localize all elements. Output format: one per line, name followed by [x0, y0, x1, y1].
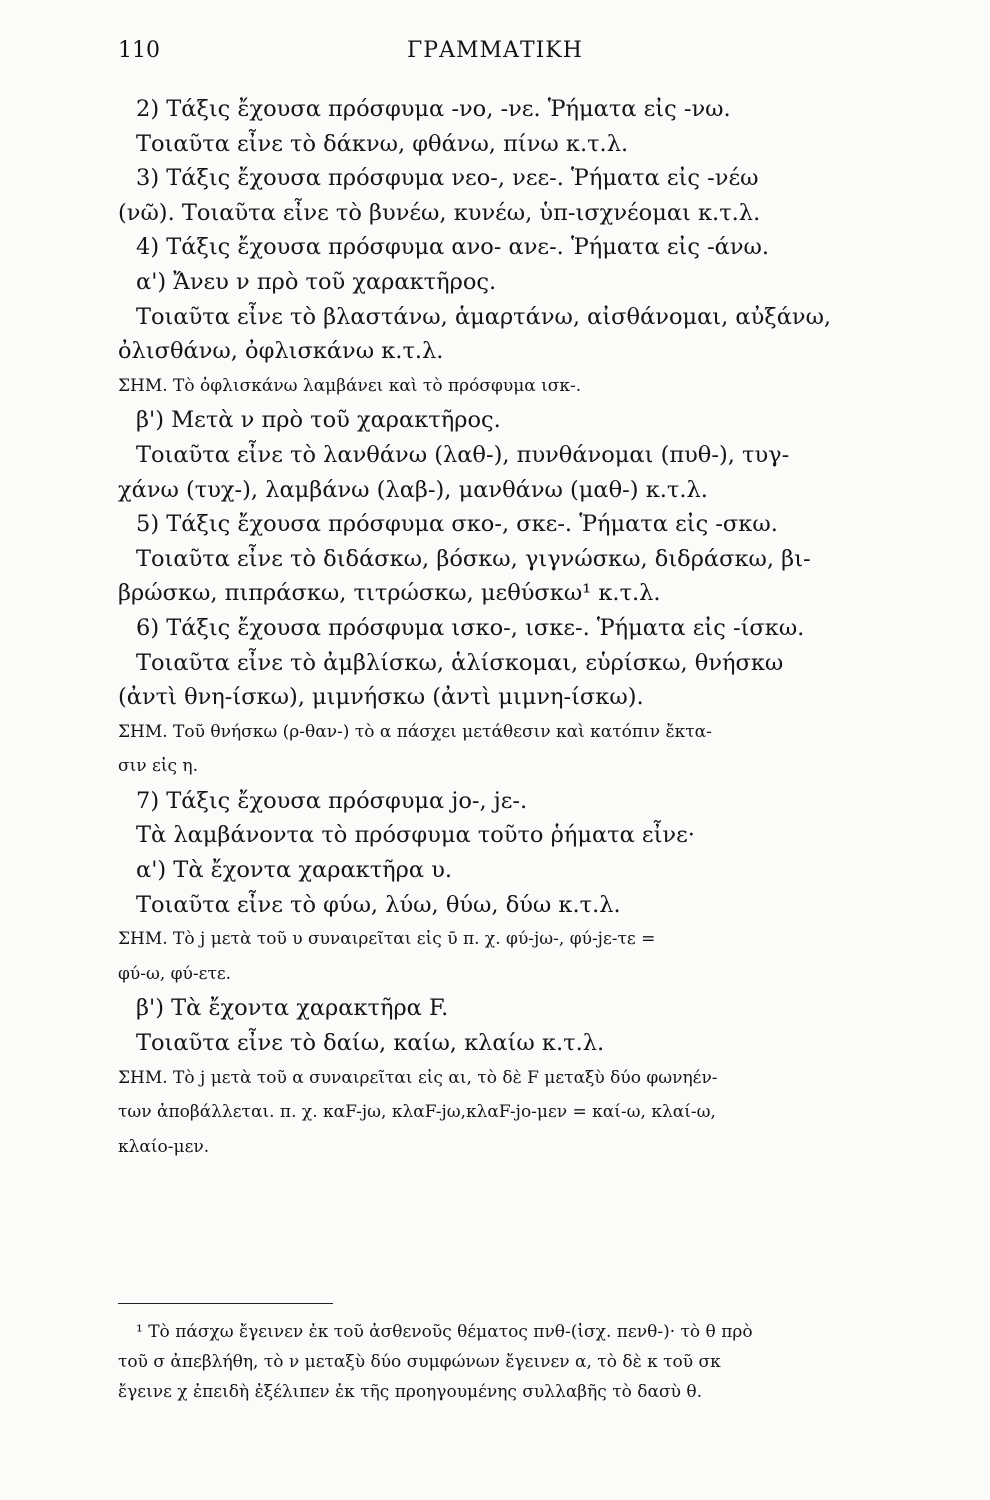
text-line: Τοιαῦτα εἶνε τὸ βλαστάνω, ἁμαρτάνω, αἰσθάνομαι, αὐξάνω,: [136, 303, 832, 330]
text-line: Τοιαῦτα εἶνε τὸ δαίω, καίω, κλαίω κ.τ.λ.: [136, 1030, 605, 1057]
text-line: (νῶ). Τοιαῦτα εἶνε τὸ βυνέω, κυνέω, ὑπ-ισχνέομαι κ.τ.λ.: [118, 199, 761, 226]
note-line: ΣΗΜ. Τοῦ θνήσκω (ρ-θαν-) τὸ α πάσχει μετάθεσιν καὶ κατόπιν ἔκτα-: [118, 721, 712, 742]
text-line: Τοιαῦτα εἶνε τὸ λανθάνω (λαθ-), πυνθάνομαι (πυθ-), τυγ-: [136, 441, 790, 468]
note-line: φύ-ω, φύ-ετε.: [118, 963, 232, 984]
text-line: β') Τὰ ἔχοντα χαρακτῆρα F.: [136, 995, 449, 1022]
text-line: 3) Τάξις ἔχουσα πρόσφυμα νεο-, νεε-. Ῥήματα εἰς -νέω: [136, 165, 759, 192]
note-line: ΣΗΜ. Τὸ j μετὰ τοῦ α συναιρεῖται εἰς αι, τὸ δὲ F μεταξὺ δύο φωνηέν-: [118, 1067, 718, 1088]
main-text: [118, 92, 878, 1164]
text-line: 2) Τάξις ἔχουσα πρόσφυμα -νο, -νε. Ῥήματα εἰς -νω.: [136, 96, 731, 122]
text-line: χάνω (τυχ-), λαμβάνω (λαβ-), μανθάνω (μαθ-) κ.τ.λ.: [118, 476, 708, 503]
text-line: Τοιαῦτα εἶνε τὸ δάκνω, φθάνω, πίνω κ.τ.λ.: [136, 130, 629, 157]
text-line: βρώσκω, πιπράσκω, τιτρώσκω, μεθύσκω¹ κ.τ.λ.: [118, 580, 661, 607]
text-line: α') Τὰ ἔχοντα χαρακτῆρα υ.: [136, 857, 453, 884]
note-line: των ἀποβάλλεται. π. χ. καF-jω, κλαF-jω,κλαF-jo-μεν = καί-ω, κλαί-ω,: [118, 1102, 716, 1123]
text-line: β') Μετὰ ν πρὸ τοῦ χαρακτῆρος.: [136, 407, 501, 434]
footnote-line: τοῦ σ ἀπεβλήθη, τὸ ν μεταξὺ δύο συμφώνων ἔγεινεν α, τὸ δὲ κ τοῦ σκ: [118, 1352, 721, 1372]
footnote-line: ἔγεινε χ ἐπειδὴ ἐξέλιπεν ἐκ τῆς προηγουμένης συλλαβῆς τὸ δασὺ θ.: [118, 1382, 702, 1402]
text-line: 6) Τάξις ἔχουσα πρόσφυμα ισκο-, ισκε-. Ῥήματα εἰς -ίσκω.: [136, 614, 805, 641]
text-line: 7) Τάξις ἔχουσα πρόσφυμα jο-, jε-.: [136, 787, 528, 814]
text-line: Τοιαῦτα εἶνε τὸ φύω, λύω, θύω, δύω κ.τ.λ.: [136, 891, 621, 918]
text-line: 5) Τάξις ἔχουσα πρόσφυμα σκο-, σκε-. Ῥήματα εἰς -σκω.: [136, 511, 778, 538]
text-line: ὀλισθάνω, ὀφλισκάνω κ.τ.λ.: [118, 338, 444, 365]
note-line: ΣΗΜ. Τὸ j μετὰ τοῦ υ συναιρεῖται εἰς ῡ π. χ. φύ-jω-, φύ-jε-τε =: [118, 929, 656, 950]
footnote-rule: [118, 1303, 333, 1304]
text-line: Τοιαῦτα εἶνε τὸ διδάσκω, βόσκω, γιγνώσκω, διδράσκω, βι-: [136, 545, 811, 572]
note-line: ΣΗΜ. Τὸ ὀφλισκάνω λαμβάνει καὶ τὸ πρόσφυμα ισκ-.: [118, 375, 582, 396]
page-header: [118, 38, 872, 74]
text-line: 4) Τάξις ἔχουσα πρόσφυμα ανο- ανε-. Ῥήματα εἰς -άνω.: [136, 234, 770, 261]
page-number: 110: [118, 38, 160, 63]
footnote-line: ¹ Τὸ πάσχω ἔγεινεν ἐκ τοῦ ἀσθενοῦς θέματος πνθ-(ἰσχ. πενθ-)· τὸ θ πρὸ: [136, 1322, 753, 1342]
text-line: (ἀντὶ θνη-ίσκω), μιμνήσκω (ἀντὶ μιμνη-ίσκω).: [118, 684, 644, 711]
text-line: Τὰ λαμβάνοντα τὸ πρόσφυμα τοῦτο ῥήματα εἶνε·: [136, 822, 695, 849]
footnotes: [118, 1317, 878, 1407]
note-line: σιν εἰς η.: [118, 756, 198, 777]
text-line: Τοιαῦτα εἶνε τὸ ἀμβλίσκω, ἁλίσκομαι, εὑρίσκω, θνήσκω: [136, 649, 784, 676]
note-line: κλαίο-μεν.: [118, 1136, 210, 1157]
running-head: ΓΡΑΜΜΑΤΙΚΗ: [407, 38, 583, 63]
text-line: α') Ἄνευ ν πρὸ τοῦ χαρακτῆρος.: [136, 268, 497, 295]
